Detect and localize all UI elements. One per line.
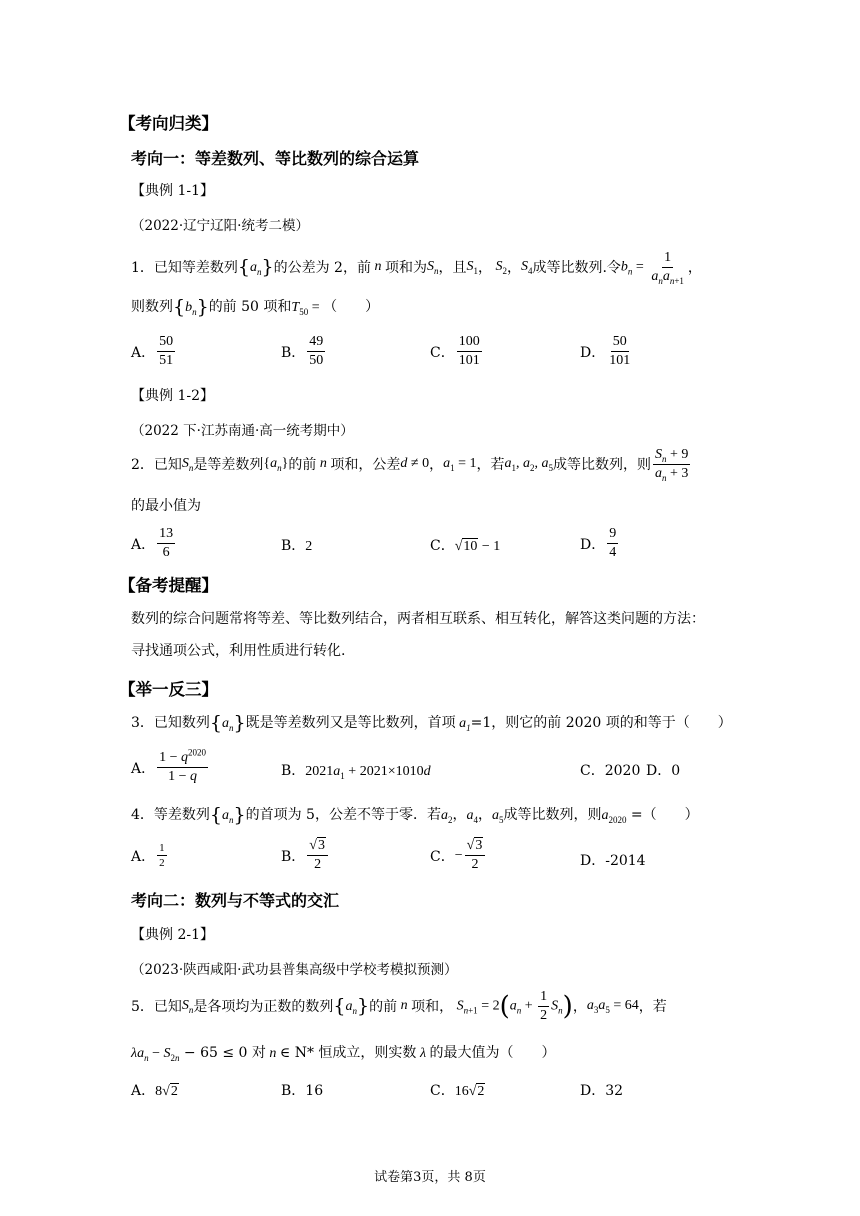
question-5-option-a[interactable]: A．8√2 <box>131 1083 178 1099</box>
question-4-option-c[interactable]: C． − $\frac{√3}{2}$ <box>430 838 487 873</box>
practice-title: 【举一反三】 <box>119 680 218 699</box>
question-2-option-b[interactable]: B．2 <box>281 538 313 554</box>
question-5-option-c[interactable]: C．16√2 <box>430 1083 485 1099</box>
question-3-option-b[interactable]: B．$2021a_1 + 2021\times 1010d$ <box>281 763 431 781</box>
question-4-option-a[interactable]: A． $\frac{1}{2}$ <box>131 842 165 869</box>
question-3-text: 3．已知数列$\{a_n\}$既是等差数列又是等比数列，首项 $a_1=1$，则它的前 2020 项的和等于（ ） <box>131 712 732 734</box>
question-1-option-d[interactable]: D． $\frac{50}{101}$ <box>580 334 631 368</box>
question-2-line-2: 的最小值为 <box>131 498 201 514</box>
question-3-option-d[interactable]: D．0 <box>646 763 681 779</box>
topic-1-heading: 考向一：等差数列、等比数列的综合运算 <box>131 149 420 168</box>
question-4-option-b[interactable]: B． $\frac{√3}{2}$ <box>281 838 330 873</box>
reminder-text-line-1: 数列的综合问题常将等差、等比数列结合，两者相互联系、相互转化，解答这类问题的方法： <box>131 611 705 627</box>
section-title: 【考向归类】 <box>119 114 218 133</box>
question-2-option-c[interactable]: C．√10 − 1 <box>430 538 501 554</box>
page-footer: 试卷第3页，共 8页 <box>374 1170 486 1185</box>
question-3-option-c[interactable]: C．2020 <box>580 763 641 779</box>
reminder-title: 【备考提醒】 <box>119 576 218 595</box>
example-1-2-source: （2022 下·江苏南通·高一统考期中） <box>131 423 354 439</box>
question-1-line-1: 1． 已知等差数列 $\{a_n\}$ 的公差为 2，前 n 项和为 $S_n$ ，且 $S_1$ ， $S_2$ ， $S_4$ 成等比数列.令 $b_n$ = $\frac{1}{a_na_{n+1}}$ ， <box>131 249 702 286</box>
question-5-line-1: 5． 已知 $S_n$ 是各项均为正数的数列 $\{a_n\}$ 的前 n 项和， $S_{n+1} = 2(a_n$ + $\frac{1}{2}$ $S_n$) ， $a_3a_5 = 64$ ，若 <box>131 988 667 1023</box>
question-5-option-d[interactable]: D．32 <box>580 1083 624 1099</box>
topic-2-heading: 考向二：数列与不等式的交汇 <box>131 891 340 910</box>
question-3-option-a[interactable]: A． $\frac{1 - q^{2020}}{1 - q}$ <box>131 747 207 784</box>
question-1-line-2: 则数列$\{b_n\}$的前 50 项和$T_{50}$ = （ ） <box>131 296 380 318</box>
question-4-option-d[interactable]: D．-2014 <box>580 853 646 869</box>
question-1-option-c[interactable]: C． $\frac{100}{101}$ <box>430 334 480 368</box>
question-5-line-2: $\lambda a_n - S_{2n} - 65 \le 0$ 对 n ∈ N* 恒成立，则实数 λ 的最大值为（ ） <box>131 1045 556 1063</box>
question-2-option-d[interactable]: D． $\frac{9}{4}$ <box>580 526 617 560</box>
example-1-1-label: 【典例 1-1】 <box>131 183 214 199</box>
example-2-1-source: （2023·陕西咸阳·武功县普集高级中学校考模拟预测） <box>131 962 458 978</box>
question-2-option-a[interactable]: A． $\frac{13}{6}$ <box>131 526 174 560</box>
reminder-text-line-2: 寻找通项公式，利用性质进行转化. <box>131 643 346 659</box>
question-2-line-1: 2． 已知 $S_n$ 是等差数列 $\{a_n\}$ 的前 n 项和，公差 d ≠ 0 ， $a_1 = 1$ ，若 $a_1$, $a_2$, $a_5$ 成等比数列，则 $\frac{S_n + 9}{a_n + 3}$ <box>131 446 689 483</box>
example-2-1-label: 【典例 2-1】 <box>131 927 214 943</box>
question-5-option-b[interactable]: B．16 <box>281 1083 324 1099</box>
example-1-1-source: （2022·辽宁辽阳·统考二模） <box>131 218 309 234</box>
question-1-option-b[interactable]: B． $\frac{49}{50}$ <box>281 334 324 368</box>
example-1-2-label: 【典例 1-2】 <box>131 388 214 404</box>
question-4-text: 4．等差数列$\{a_n\}$的首项为 5，公差不等于零．若$a_2$，$a_4$，$a_5$成等比数列，则$a_{2020}$ =（ ） <box>131 804 699 826</box>
question-1-option-a[interactable]: A． $\frac{50}{51}$ <box>131 334 174 368</box>
